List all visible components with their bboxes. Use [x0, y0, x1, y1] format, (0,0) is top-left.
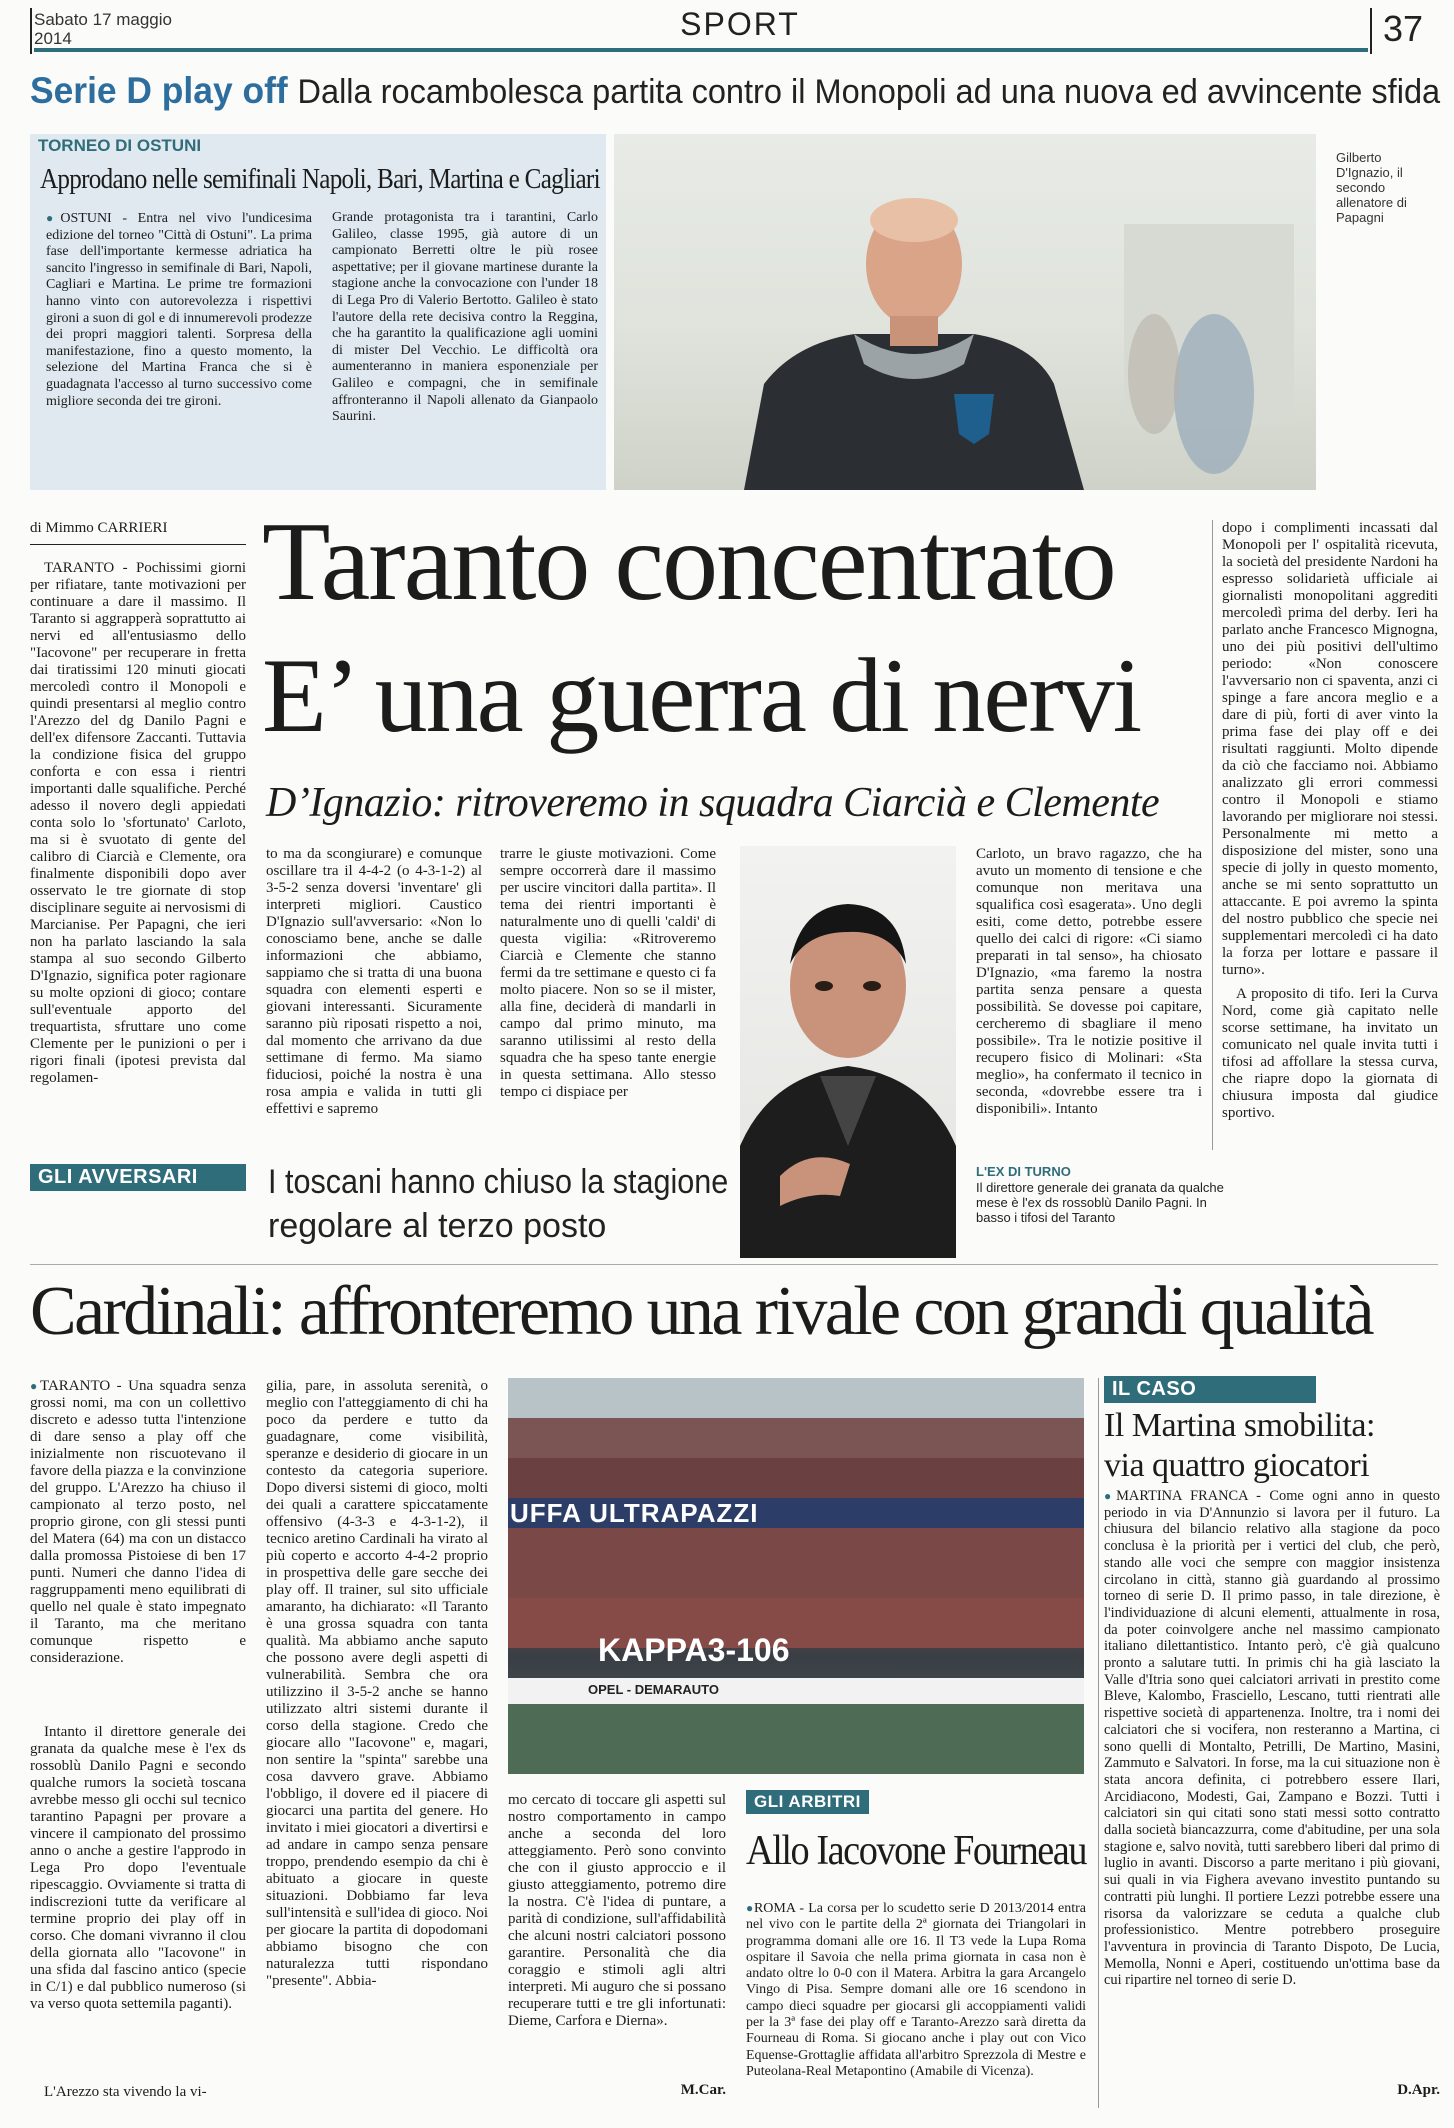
arbitri-headline: Allo Iacovone Fourneau [746, 1828, 1087, 1874]
header-date [34, 10, 224, 48]
header-date-line2: 2014 [34, 29, 72, 48]
main-headline-1: Taranto concentrato [262, 500, 1115, 624]
main-col5: dopo i complimenti incassati dal Monopoli per l' ospitalità ricevuta, la società del presidente Nardoni ha espresso solidarietà ufficiale ai giornalisti monopolitani aggrediti mercoledì prima del derby. Ieri ha parlato anche Francesco Mignogna, uno dei più positivi dell'ultimo periodo: «Non conoscere l'avversario non ci spaventa, anzi ci spinge a fare ancora meglio e a dare di più, forti di aver vinto la prima fase dei play off e dei risultati raggiunti. Molto dipende da ciò che facciamo noi. Abbiamo analizzato gli errori commessi contro il Monopoli e stiamo lavorando per migliorare noi stessi. Personalmente mi metto a disposizione del mister, sono una specie di jolly in questo momento, anche se mi sento soprattutto un attaccante. E poi avremo la spinta del nostro pubblico che specie nei supplementari mercoledì ci ha dato la forza per lottare e passare il turno». [1222, 520, 1438, 978]
caso-headline [1104, 1406, 1440, 1486]
main-subhead: D’Ignazio: ritroveremo in squadra Ciarcià e Clemente [266, 780, 1160, 826]
topline [30, 66, 1441, 116]
banner-kappa: KAPPA3-106 [598, 1632, 790, 1668]
arbitri-text: ● ROMA - La corsa per lo scudetto serie D 2013/2014 entra nel vivo con le partite della 2ª giornata dei Triangolari in programma domani alle ore 16. Il T3 vede la Lupa Roma ospitare il Savoia che nella prima giornata in casa non è andato oltre lo 0-0 con il Matera. Arbitra la gara Arcangelo Vingo di Pisa. Sempre domani alle ore 16 scendono in campo dieci squadre per giocarsi gli accoppiamenti validi per la 3ª fase dei play off e Taranto-Arezzo sarà diretta da Fourneau di Roma. Si giocano anche i play out con Vico Equense-Grottaglie affidata all'arbitro Sprezzola di Mestre e Puteolana-Real Metapontino (Amabile di Vicenza). [746, 1900, 1086, 2104]
torneo-title: Approdano nelle semifinali Napoli, Bari, Martina e Cagliari [40, 164, 600, 195]
avversari-line2: regolare al terzo posto [268, 1207, 607, 1245]
byline-rule [30, 544, 246, 545]
main-col4: Carloto, un bravo ragazzo, che ha avuto un momento di tensione e che comunque non meritava una squalifica così esagerata». Uno degli esiti, come detto, potrebbe essere quello dei calci di rigore: «Ci siamo preparati in tal senso», ha chiosato D'Ignazio, «ma faremo la nostra partita senza pensare a questa possibilità. Se dovesse poi capitare, cercheremo di sbagliare il meno possibile». Tra le notizie positive il recupero fisico di Molinari: «Sta meglio», ha confermato il tecnico in seconda, «dovrebbe essere tra i disponibili». Intanto [976, 846, 1202, 1117]
header-date-line1: Sabato 17 maggio [34, 10, 172, 29]
header-bar [34, 48, 1368, 52]
topline-text: Dalla rocambolesca partita contro il Monopoli ad una nuova ed avvincente sfida [297, 73, 1441, 111]
pagni-figure [740, 846, 956, 1258]
banner-ultras: UFFA ULTRAPAZZI [510, 1498, 759, 1528]
main-col5-divider [1212, 520, 1213, 1150]
cardinali-signature: M.Car. [680, 2082, 726, 2098]
torneo-col2: Grande protagonista tra i tarantini, Carlo Galileo, classe 1995, già autore di un campionato Berretti oltre le più rosee aspettative; per il giovane martinese durante la stagione anche la convocazione con l'under 18 di Lega Pro di Valerio Bertotto. Galileo è stato l'autore della rete decisiva contro la Reggina, che ha garantito la qualificazione agli uomini di mister Del Vecchio. Le difficoltà ora aumenteranno in maniera esponenziale per Galileo e compagni, che in semifinale affronteranno il Napoli allenato da Gianpaolo Saurini. [332, 210, 598, 425]
coach-figure [614, 134, 1316, 490]
header-right-divider [1370, 8, 1372, 54]
main-col5b: A proposito di tifo. Ieri la Curva Nord, come già capitato nelle scorse settimane, ha invitato un comunicato nel quale invita tutti i tifosi ad affollare la stessa curva, che riapre dopo la giornata di chiusura imposta dal giudice sportivo. [1222, 986, 1438, 1121]
cardinali-col1c: L'Arezzo sta vivendo la vi- [44, 2084, 207, 2100]
main-col2: to ma da scongiurare) e comunque oscillare tra il 4-4-2 (o 4-3-1-2) al 3-5-2 senza doversi 'inventare' gli interpreti migliori. Caustico D'Ignazio sull'avversario: «Non lo conosciamo bene, anche se dalle informazioni che abbiamo, sappiamo che si tratta di una buona squadra con elementi esperti e giovani interessanti. Sicuramente saranno più riposati rispetto a noi, dal momento che arrivano da due settimane di fermo. Ma siamo fiduciosi, poiché la nostra è una rosa ampia e valida in tutti gli effettivi e sapremo [266, 846, 482, 1117]
section-divider [30, 1264, 1438, 1265]
main-col3: trarre le giuste motivazioni. Come sempre occorrerà dare il massimo per uscire vincitori dalla partita». Il tema dei rientri importanti è naturalmente uno di quelli 'caldi' di questa vigilia: «Ritroveremo Ciarcià e Clemente che stanno fermi da tre settimane e questo ci fa molto piacere. Non so se il mister, alla fine, deciderà di mandarli in campo dal primo minuto, ma saranno utilissimi al resto della squadra che ha speso tante energie in questa settimana. Allo stesso tempo ci dispiace per [500, 846, 716, 1100]
main-headline-2: E’ una guerra di nervi [262, 637, 1141, 754]
exturno-caption: Il direttore generale dei granata da qualche mese è l'ex ds rossoblù Danilo Pagni. In basso i tifosi del Taranto [976, 1180, 1224, 1225]
torneo-kicker: TORNEO DI OSTUNI [38, 136, 202, 155]
caso-headline-1: Il Martina smobilita: [1104, 1407, 1375, 1444]
avversari-text [268, 1160, 728, 1248]
caso-kicker: IL CASO [1104, 1376, 1316, 1403]
torneo-col1: ● OSTUNI - Entra nel vivo l'undicesima edizione del torneo "Città di Ostuni". La prima fase dell'importante kermesse adriatica ha sancito l'ingresso in semifinale di Bari, Napoli, Cagliari e Martina. Le prime tre formazioni hanno vinto con autorevolezza i rispettivi gironi a suon di gol e di innumerevoli prodezze dei propri maggiori talenti. Sorpresa della manifestazione, fino a questo momento, la selezione del Martina Franca che si è guadagnata l'accesso al turno successivo come migliore seconda dei tre gironi. [46, 210, 312, 480]
dignazio-photo [614, 134, 1316, 490]
header-left-divider [30, 8, 32, 54]
avversari-line1: I toscani hanno chiuso la stagione [268, 1163, 729, 1201]
page-number: 37 [1382, 8, 1424, 49]
byline [30, 520, 246, 537]
cardinali-headline: Cardinali: affronteremo una rivale con grandi qualità [30, 1273, 1373, 1350]
topline-label: Serie D play off [30, 70, 288, 111]
banner-opel: OPEL - DEMARAUTO [588, 1682, 719, 1697]
pagni-photo [740, 846, 956, 1258]
stadium-photo [508, 1378, 1084, 1774]
exturno-kicker: L'EX DI TURNO [976, 1164, 1071, 1179]
caso-headline-2: via quattro giocatori [1104, 1447, 1370, 1484]
caso-signature: D.Apr. [1397, 2082, 1440, 2098]
arbitri-kicker: GLI ARBITRI [746, 1790, 869, 1814]
stadium-figure [508, 1378, 1084, 1774]
section-title: SPORT [680, 6, 800, 42]
caso-divider [1098, 1378, 1099, 2108]
cardinali-col2: gilia, pare, in assoluta serenità, o meglio con l'atteggiamento di chi ha poco da perdere e tutto da guadagnare, come visibilità, speranze e desiderio di giocare in un contesto da categoria superiore. Dopo diversi sistemi di gioco, molti dei quali a carattere spiccatamente offensivo (4-3-3 e 4-3-1-2), il tecnico aretino Cardinali ha virato al più coperto e accorto 4-4-2 proprio in prospettiva delle gare secche dei play off. Il trainer, sul sito ufficiale amaranto, ha dichiarato: «Il Taranto è una grossa squadra con tanta qualità. Ma abbiamo anche saputo che possono avere degli aspetti di vulnerabilità. Sembra che ora utilizzino il 3-5-2 anche se hanno utilizzato altri sistemi durante il corso della stagione. Credo che giocare allo "Iacovone" e, magari, non sentire la "spinta" sarebbe una cosa davvero grave. Abbiamo l'obbligo, il dovere ed il piacere di giocarci una partita del genere. Ho invitato i miei giocatori a divertirsi e ad andare in campo senza pensare troppo, prendendo esempio da chi è abituato a giocare in queste situazioni. Dobbiamo far leva sull'intensità e sull'idea di gioco. Noi per giocare la partita di dopodomani abbiamo bisogno che con naturalezza tutti rispondano "presente". Abbia- [266, 1378, 488, 1989]
byline-text: di Mimmo CARRIERI [30, 520, 168, 536]
cardinali-col3: mo cercato di toccare gli aspetti sul nostro comportamento in campo anche a seconda del loro atteggiamento. Però sono convinto che con il giusto approccio e il giusto atteggiamento, potremo dire la nostra. C'è l'idea di puntare, a parità di condizione, sull'affidabilità che alcuni nostri calciatori possono garantire. Personalità che dia coraggio e stimoli agli altri interpreti. Mi auguro che si possano recuperare tutti e tre gli infortunati: Dieme, Carfora e Dierna». [508, 1792, 726, 2029]
cardinali-col1b: Intanto il direttore generale dei granata da qualche mese è l'ex ds rossoblù Danilo Pagni e secondo qualche rumors la società toscana avrebbe messo gli occhi sul tecnico tarantino Papagni per provare a vincere il campionato del prossimo anno o anche a gestire l'approdo in Lega Pro dopo l'eventuale ripescaggio. Ovviamente si tratta di indiscrezioni tutte da verificare al termine proprio dei play off in corso. Che domani vivranno il clou della giornata allo "Iacovone" in una sfida dal fascino antico (specie in C/1) e dal pubblico numeroso (si va verso quota settemila paganti). [30, 1724, 246, 2012]
avversari-kicker: GLI AVVERSARI [30, 1164, 246, 1191]
main-col1: TARANTO - Pochissimi giorni per rifiatare, tante motivazioni per continuare a dare il massimo. Il Taranto si aggrapperà soprattutto ai nervi ed all'entusiasmo dello "Iacovone" per recuperare in fretta dai tiratissimi 120 minuti giocati mercoledì contro il Monopoli e quindi presentarsi al meglio contro l'Arezzo del dg Danilo Pagni e dell'ex difensore Zaccanti. Tuttavia la condizione fisica del gruppo conforta e con essa i rientri importanti dalle squalifiche. Perché adesso il novero degli appiedati conta solo lo 'sfortunato' Carloto, ma si è svuotato di gente del calibro di Ciarcià e Clemente, ora finalmente disponibili dopo aver osservato le tre giornate di stop disciplinare seguite ai nervosismi di Marcianise. Per Papagni, che ieri non ha parlato lasciando la sala stampa al suo secondo Gilberto D'Ignazio, significa poter ragionare su molte opzioni di gioco; contare sull'eventuale apporto del trequartista, sfruttare uno come Clemente per le punizioni o per i rigori finali (ipotesi prevista dal regolamen- [30, 560, 246, 1086]
caso-text: ● MARTINA FRANCA - Come ogni anno in questo periodo in via D'Annunzio si lavora per il futuro. La chiusura del bilancio relativo alla stagione da poco conclusa è la priorità per i vertici del club, che però, stando alle voci che sempre con maggior insistenza circolano in città, stanno già guardando al prossimo torneo di serie D. Il primo passo, in tale direzione, è l'individuazione di alcuni elementi, attualmente in rosa, da poter coinvolgere anche nel massimo campionato italiano dilettantistico. Intanto però, c'è già qualcuno pronto a salutare tutti. In primis chi ha già lasciato la Valle d'Itria sono quei calciatori arrivati in prestito come Bleve, Kalombo, Frasciello, Lescano, tutti rientrati alle rispettive società di appartenenza. Inoltre, tra i nomi dei calciatori che si vocifera, non resteranno a Martina, ci sono quelli di Montalto, Petrilli, De Martino, Masini, Zammuto e Salvatori. In forse, ma la cui situazione non è stata ancora definita, ci potrebbero essere Ilari, Arcidiacono, Modesti, Gai, Zampano e Bozzi. Tutti i calciatori sin qui citati sono stati messi sotto contratto dalla società biancazzurra, come d'abitudine, per una sola stagione e, salvo novità, tutti sarebbero liberi dal primo di luglio in avanti. Discorso a parte meritano i più giovani, sui quali in via Fighera avevano investito puntando su contratti più lunghi. Il portiere Lezzi potrebbe essere una risorsa da valorizzare se ceduta a qualche club professionistico. Mentre potrebbero proseguire l'avventura in provincia di Taranto Dispoto, De Lucia, Memolla, Nonni e Aperi, costituendo un'ottima base da cui ripartire nel torneo di serie D. [1104, 1488, 1440, 2078]
cardinali-col1a: ● TARANTO - Una squadra senza grossi nomi, ma con un collettivo discreto e adesso tutta l'intenzione di dare senso a play off che inizialmente non riscuotevano il favore della piazza e la convinzione del gruppo. L'Arezzo ha chiuso il campionato al terzo posto, nel proprio girone, con gli stessi punti del Matera (64) ma con un distacco dalla promossa Pistoiese di ben 17 punti. Numeri che danno l'idea di raggruppamenti meno equilibrati di quello nel quale è stato impegnato il Taranto, ma che meritano comunque rispetto e considerazione. [30, 1378, 246, 1720]
photo1-caption: Gilberto D'Ignazio, il secondo allenatore di Papagni [1336, 150, 1407, 225]
